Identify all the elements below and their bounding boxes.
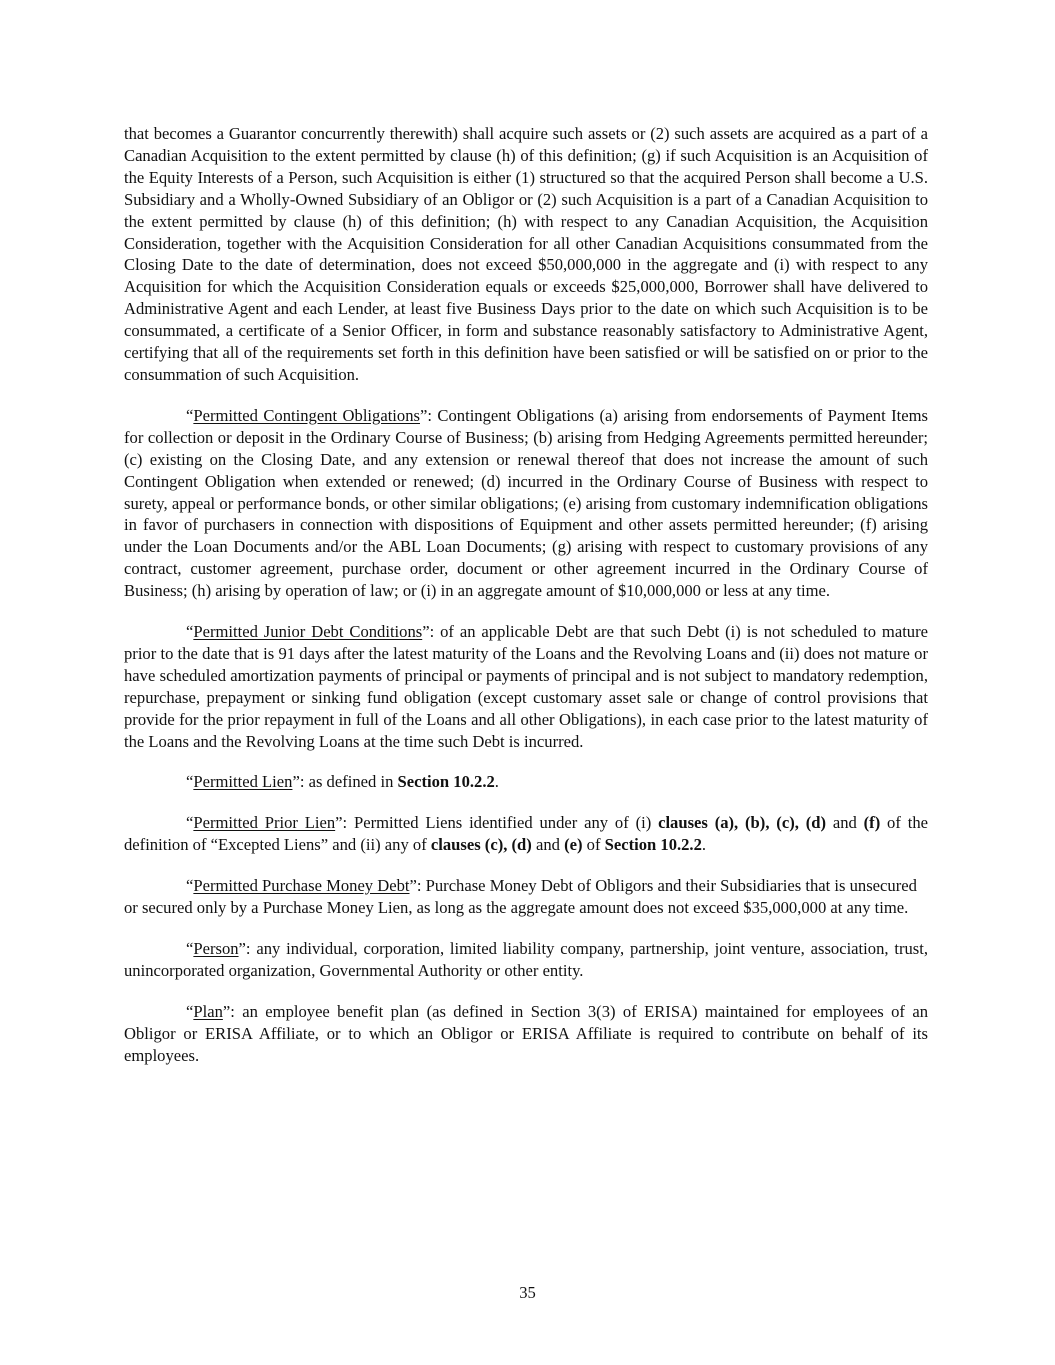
close-quote: ”:: [419, 405, 438, 425]
definition-permitted-contingent-obligations: [124, 405, 928, 602]
definition-permitted-lien: [124, 771, 928, 793]
clause-reference: (e): [564, 835, 583, 855]
definition-text-end: .: [494, 772, 499, 792]
defined-term: Permitted Prior Lien: [193, 813, 336, 833]
defined-term: Permitted Lien: [193, 772, 293, 792]
definition-text: and: [826, 813, 864, 833]
definition-text: of the definition of “Excepted Liens” and (ii) any of: [124, 813, 928, 855]
definition-permitted-purchase-money-debt: [124, 875, 928, 919]
definition-person: [124, 938, 928, 982]
definition-text: of: [582, 835, 605, 855]
definition-permitted-junior-debt-conditions: [124, 621, 928, 752]
open-quote: “: [186, 405, 194, 425]
defined-term: Permitted Purchase Money Debt: [193, 876, 410, 896]
open-quote: “: [186, 622, 194, 642]
close-quote: ”:: [409, 876, 426, 896]
continuation-paragraph: that becomes a Guarantor concurrently therewith) shall acquire such assets or (2) such assets are acquired as a part of a Canadian Acquisition to the extent permitted by clause (h) of this definition; (g) if such Acquisition is an Acquisition of the Equity Interests of a Person, such Acquisition is either (1) structured so that the acquired Person shall become a U.S. Subsidiary and a Wholly-Owned Subsidiary of an Obligor or (2) such Acquisition is a part of a Canadian Acquisition to the extent permitted by clause (h) of this definition; (h) with respect to any Canadian Acquisition, the Acquisition Consideration, together with the Acquisition Consideration for all other Canadian Acquisitions consummated from the Closing Date to the date of determination, does not exceed $50,000,000 in the aggregate and (i) with respect to any Acquisition for which the Acquisition Consideration equals or exceeds $25,000,000, Borrower shall have delivered to Administrative Agent and each Lender, at least five Business Days prior to the date on which such Acquisition is to be consummated, a certificate of a Senior Officer, in form and substance reasonably satisfactory to Administrative Agent, certifying that all of the requirements set forth in this definition have been satisfied or will be satisfied on or prior to the consummation of such Acquisition.: [124, 124, 928, 384]
close-quote: ”:: [422, 622, 441, 642]
open-quote: “: [186, 772, 194, 792]
defined-term: Permitted Junior Debt Conditions: [193, 622, 423, 642]
definition-text: of an applicable Debt are that such Debt (i) is not scheduled to mature prior to the date that is 91 days after the latest maturity of the Loans and the Revolving Loans and (ii) does not mature or have scheduled amortization payments of principal or payments of principal and is not subject to mandatory redemption, repurchase, prepayment or sinking fund obligation (except customary asset sale or change of control provisions that provide for the prior repayment in full of the Loans and all other Obligations), in each case prior to the latest maturity of the Loans and the Revolving Loans at the time such Debt is incurred.: [124, 622, 928, 751]
definition-text: and: [531, 835, 565, 855]
page-number: 35: [519, 1283, 536, 1302]
definition-text: Purchase Money Debt of Obligors and their Subsidiaries that is unsecured or secured only by a Purchase Money Lien, as long as the aggregate amount does not exceed $35,000,000 at any time.: [124, 876, 917, 918]
close-quote: ”:: [292, 772, 309, 792]
open-quote: “: [186, 876, 194, 896]
open-quote: “: [186, 1001, 194, 1021]
section-reference: Section 10.2.2: [397, 772, 495, 792]
definition-plan: [124, 1001, 928, 1067]
definition-text: Permitted Liens identified under any of (i): [354, 813, 659, 833]
clause-reference: (f): [863, 813, 881, 833]
open-quote: “: [186, 813, 194, 833]
defined-term: Person: [193, 939, 239, 958]
clause-reference: clauses (a), (b), (c), (d): [658, 813, 826, 833]
open-quote: “: [186, 939, 194, 958]
defined-term: Permitted Contingent Obligations: [193, 405, 420, 425]
defined-term: Plan: [193, 1001, 223, 1021]
definition-text: as defined in: [308, 772, 398, 792]
close-quote: ”:: [238, 939, 257, 958]
close-quote: ”:: [222, 1001, 243, 1021]
definition-text: any individual, corporation, limited liability company, partnership, joint venture, association, trust, unincorporated organization, Governmental Authority or other entity.: [124, 939, 929, 980]
close-quote: ”:: [335, 813, 354, 833]
clause-reference: clauses (c), (d): [430, 835, 532, 855]
section-reference: Section 10.2.2: [604, 835, 702, 855]
definition-text-end: .: [701, 835, 707, 855]
definition-text: an employee benefit plan (as defined in Section 3(3) of ERISA) maintained for employees of an Obligor or ERISA Affiliate, or to which an Obligor or ERISA Affiliate is required to contribute on behalf of its employees.: [124, 1001, 928, 1065]
definition-text: Contingent Obligations (a) arising from endorsements of Payment Items for collection or deposit in the Ordinary Course of Business; (b) arising from Hedging Agreements permitted hereunder; (c) existing on the Closing Date, and any extension or renewal thereof that does not increase the amount of such Contingent Obligation when extended or renewed; (d) incurred in the Ordinary Course of Business with respect to surety, appeal or performance bonds, or other similar obligations; (e) arising from customary indemnification obligations in favor of purchasers in connection with dispositions of Equipment and other assets permitted hereunder; (f) arising under the Loan Documents and/or the ABL Loan Documents; (g) arising with respect to customary provisions of any contract, customer agreement, purchase order, document or other agreement incurred in the Ordinary Course of Business; (h) arising by operation of law; or (i) in an aggregate amount of $10,000,000 or less at any time.: [124, 405, 929, 601]
document-body: [124, 123, 928, 1086]
definition-permitted-prior-lien: [124, 812, 928, 856]
